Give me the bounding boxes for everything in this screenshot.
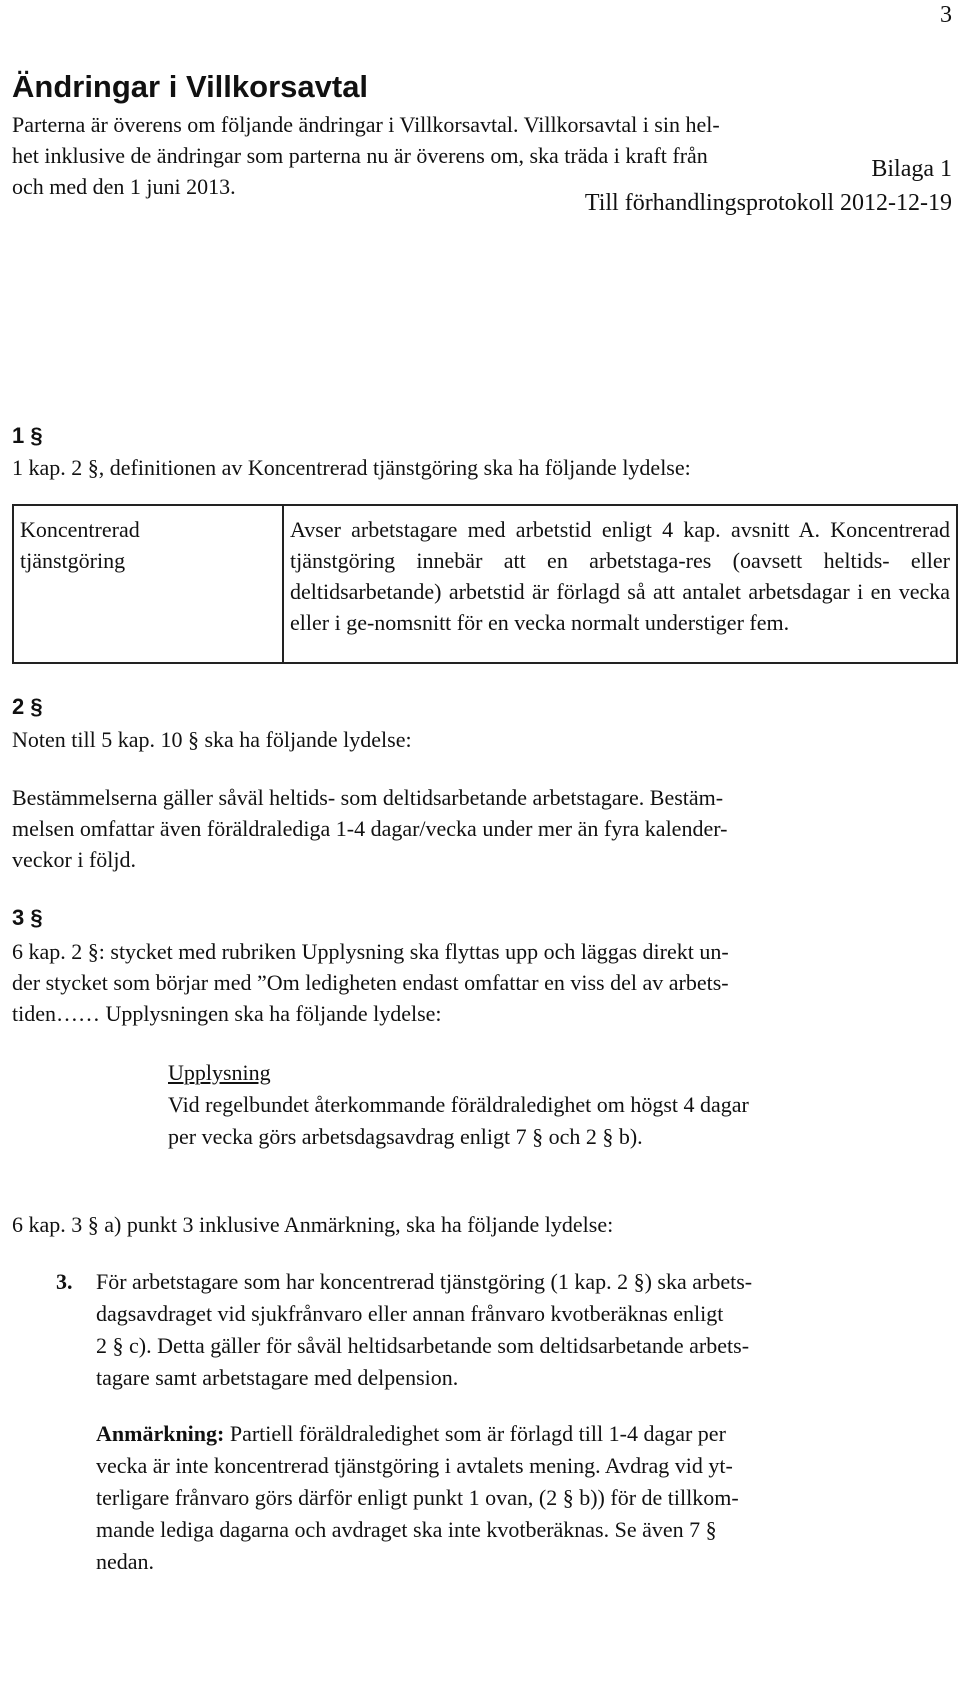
- item-line: dagsavdraget vid sjukfrånvaro eller annan frånvaro kvotberäknas enligt: [96, 1301, 724, 1326]
- item-line: För arbetstagare som har koncentrerad tjänstgöring (1 kap. 2 §) ska arbets-: [96, 1269, 753, 1294]
- body-line: Bestämmelserna gäller såväl heltids- som deltidsarbetande arbetstagare. Bestäm-: [12, 785, 724, 810]
- note-line: terligare frånvaro görs därför enligt punkt 1 ovan, (2 § b)) för de tillkom-: [96, 1485, 739, 1510]
- note-line: vecka är inte koncentrerad tjänstgöring i avtalets mening. Avdrag vid yt-: [96, 1453, 733, 1478]
- text-line: 6 kap. 2 §: stycket med rubriken Upplysning ska flyttas upp och läggas direkt un-: [12, 939, 729, 964]
- note-line: nedan.: [96, 1549, 155, 1574]
- section-2-body: [12, 782, 952, 875]
- upplysning-heading: Upplysning: [168, 1060, 271, 1085]
- upplysning-line: per vecka görs arbetsdagsavdrag enligt 7 § och 2 § b).: [168, 1124, 643, 1149]
- section-3-text-2: 6 kap. 3 § a) punkt 3 inklusive Anmärkning, ska ha följande lydelse:: [12, 1212, 614, 1237]
- note-text: Partiell föräldraledighet som är förlagd till 1-4 dagar per: [229, 1421, 726, 1446]
- section-2-text: Noten till 5 kap. 10 § ska ha följande lydelse:: [12, 727, 412, 752]
- intro-line: het inklusive de ändringar som parterna nu är överens om, ska träda i kraft från: [12, 143, 708, 168]
- item-number: 3.: [56, 1269, 73, 1294]
- note-line: [96, 1418, 946, 1450]
- document-title: Ändringar i Villkorsavtal: [12, 69, 369, 104]
- annotation-note: [96, 1418, 946, 1578]
- upplysning-line: Vid regelbundet återkommande föräldraledighet om högst 4 dagar: [168, 1092, 749, 1117]
- intro-line: och med den 1 juni 2013.: [12, 174, 236, 199]
- intro-paragraph: [12, 109, 952, 202]
- text-line: der stycket som börjar med ”Om ledigheten endast omfattar en viss del av arbets-: [12, 970, 729, 995]
- definition-table: [12, 504, 958, 664]
- section-heading-3: 3 §: [12, 905, 43, 930]
- section-heading-1: 1 §: [12, 423, 43, 448]
- item-line: tagare samt arbetstagare med delpension.: [96, 1365, 459, 1390]
- numbered-item-3: [56, 1266, 946, 1394]
- term-line: Koncentrerad: [20, 517, 140, 542]
- body-line: melsen omfattar även föräldralediga 1-4 dagar/vecka under mer än fyra kalender-: [12, 816, 728, 841]
- section-heading-2: 2 §: [12, 694, 43, 719]
- table-row: [13, 505, 957, 663]
- text-line: tiden…… Upplysningen ska ha följande lydelse:: [12, 1001, 442, 1026]
- appendix-reference: Till förhandlingsprotokoll 2012-12-19: [584, 190, 952, 216]
- definition-term-cell: [13, 505, 283, 663]
- page-number: 3: [940, 2, 952, 28]
- section-1-text: 1 kap. 2 §, definitionen av Koncentrerad tjänstgöring ska ha följande lydelse:: [12, 455, 691, 480]
- note-line: mande lediga dagarna och avdraget ska inte kvotberäknas. Se även 7 §: [96, 1517, 717, 1542]
- item-line: 2 § c). Detta gäller för såväl heltidsarbetande som deltidsarbetande arbets-: [96, 1333, 750, 1358]
- term-line: tjänstgöring: [20, 548, 126, 573]
- definition-text-cell: Avser arbetstagare med arbetstid enligt 4 kap. avsnitt A. Koncentrerad tjänstgöring innebär att en arbetstaga-res (oavsett heltids- eller deltidsarbetande) arbetstid är förlagd så att antalet arbetsdagar i en vecka eller i ge-nomsnitt för en vecka normalt understiger fem.: [283, 505, 957, 663]
- appendix-label: Bilaga 1: [871, 156, 952, 182]
- body-line: veckor i följd.: [12, 847, 137, 872]
- section-3-text: [12, 936, 952, 1029]
- intro-line: Parterna är överens om följande ändringar i Villkorsavtal. Villkorsavtal i sin hel-: [12, 112, 720, 137]
- upplysning-block: [168, 1057, 938, 1153]
- note-label: Anmärkning:: [96, 1421, 225, 1446]
